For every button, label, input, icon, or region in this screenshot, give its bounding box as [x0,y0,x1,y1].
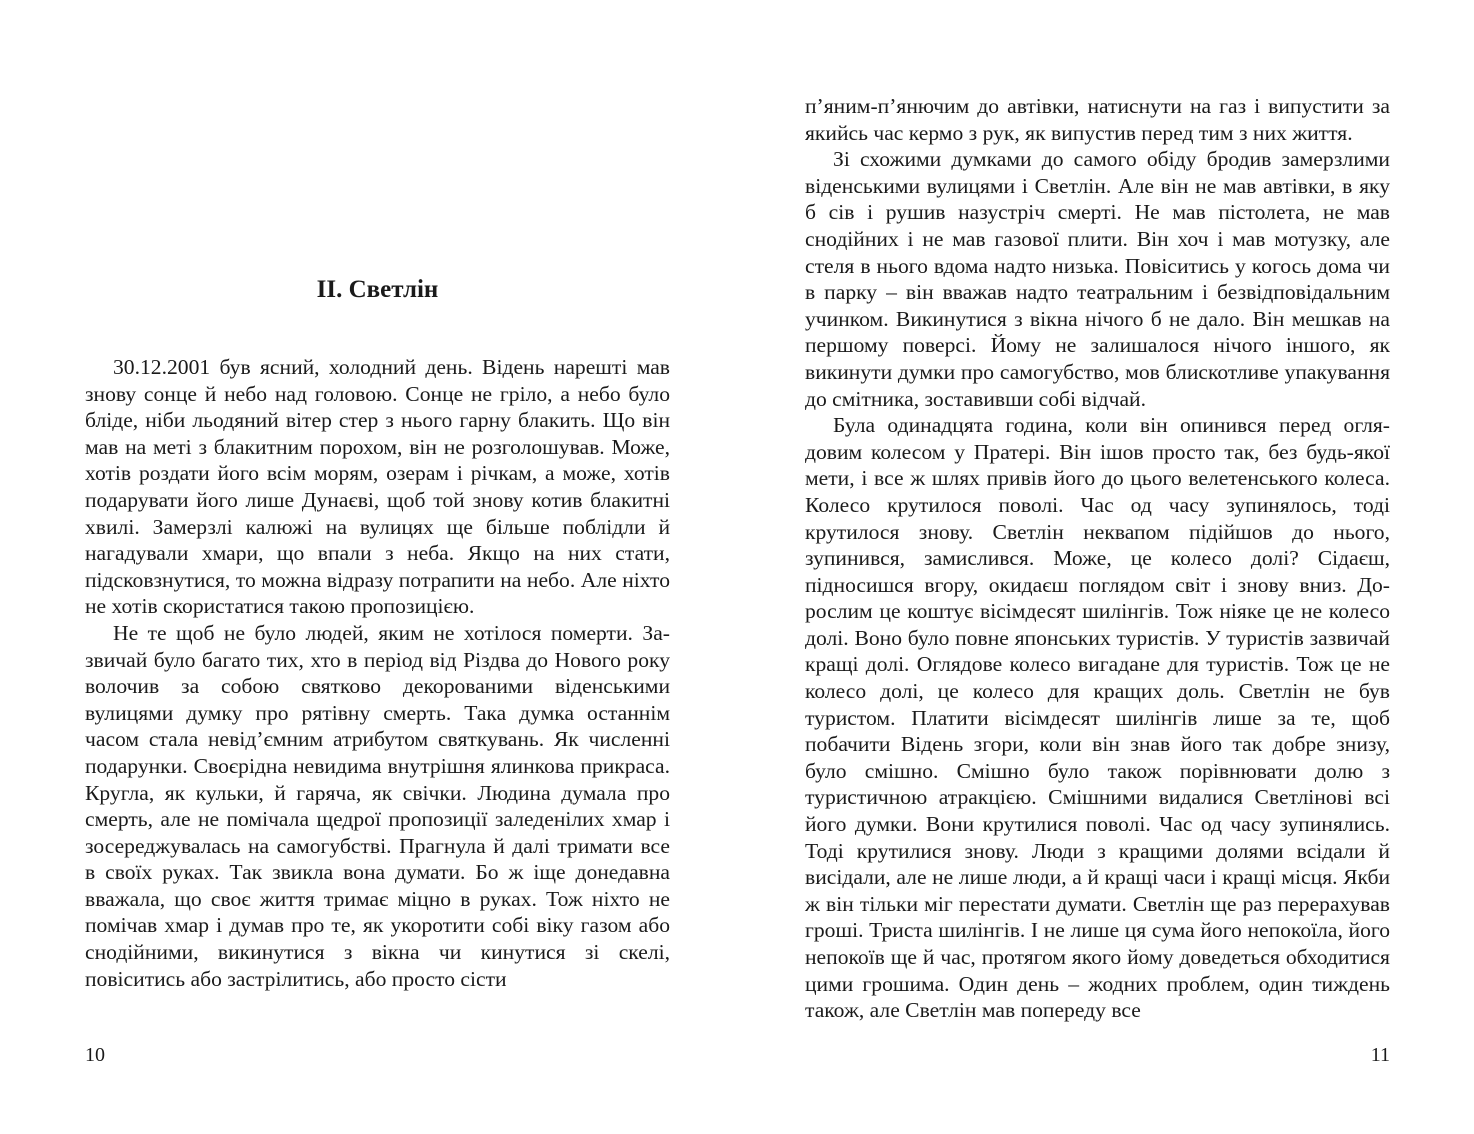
right-page-text [805,93,1390,1024]
page-number-left: 10 [85,1044,105,1066]
paragraph: Була одинадцята година, коли він опинився перед оглядовим колесом у Пратері. Він ішов просто так, без будь-якої мети, і все ж шлях привів його до цього велетенського колеса. Колесо крутилося поволі. Час од часу зупинялось, тоді крутилося знову. Светлін неквапом підійшов до нього, зупинився, замислився. Може, це колесо долі? Сідаєш, підносишся вгору, окидаєш поглядом світ і знову вниз. Дорослим це коштує вісімдесят шилінгів. Тож ніяке це не колесо долі. Воно було повне японських туристів. У туристів зазвичай кращі долі. Оглядове колесо вигадане для туристів. Тож це не колесо долі, це колесо для кращих доль. Светлін не був туристом. Платити вісімдесят шилінгів лише за те, щоб побачити Відень згори, коли він знав його так добре знизу, було смішно. Смішно було також порівнювати долю з туристичною атракцією. Смішними видалися Светлінові всі його думки. Вони крутилися поволі. Час од часу зупинялись. Тоді крутилися знову. Люди з кращими долями всідали й висідали, але не лише люди, а й кращі часи і кращі місця. Якби ж він тільки міг перестати думати. Светлін ще раз перерахував гроші. Триста шилінгів. І не лише ця сума його непокоїла, його непокоїв ще й час, протягом якого йому доведеться обходитися цими грошима. Один день – жодних проблем, один тиждень також, але Светлін мав попереду все [805,413,1390,1023]
paragraph: Не те щоб не було людей, яким не хотілося померти. Зазвичай було багато тих, хто в період від Різдва до Нового року волочив за собою святково декорованими віденськими вулицями думку про рятівну смерть. Така думка останнім часом стала невід’ємним атрибутом святкувань. Як численні подарунки. Своєрідна невидима внутрішня ялинкова прикраса. Кругла, як кульки, й гаряча, як свічки. Людина думала про смерть, але не помічала щедрої пропозиції заледенілих хмар і зосереджувалась на самогубстві. Прагнула й далі тримати все в своїх руках. Так звикла вона думати. Бо ж іще донедавна вважала, що своє життя тримає міцно в руках. Тож ніхто не помічав хмар і думав про те, як укоротити собі віку газом або снодійними, викинутися з вікна чи кинутися зі скелі, повіситись або застрілитись, або просто сісти [85,620,670,991]
paragraph: 30.12.2001 був ясний, холодний день. Відень нарешті мав знову сонце й небо над головою. Сонце не гріло, а небо було бліде, ніби льодяний вітер стер з нього гарну блакить. Що він мав на меті з блакитним порохом, він не розголошував. Може, хотів роздати його всім морям, озерам і річкам, а може, хотів подарувати його лише Дунаєві, щоб той знову котив блакитні хвилі. Замерзлі калюжі на вулицях ще більше поблідли й нагадували хмари, що впали з неба. Якщо на них стати, підсковзнутися, то можна відразу потрапити на небо. Але ніхто не хотів скористатися такою пропозицією. [85,355,670,619]
left-page-text [85,354,670,992]
paragraph: п’яним-п’янючим до автівки, натиснути на газ і випустити за якийсь час кермо з рук, як випустив перед тим з них життя. [805,94,1390,145]
page-number-right: 11 [1370,1044,1390,1066]
chapter-title: ІІ. Светлін [316,276,439,303]
paragraph: Зі схожими думками до самого обіду бродив замерзлими віденськими вулицями і Светлін. Але він не мав автівки, в яку б сів і рушив назустріч смерті. Не мав пістолета, не мав снодійних і не мав газової плити. Він хоч і мав мотузку, але стеля в нього вдома надто низька. Повіситись у когось дома чи в парку – він вважав надто театральним і безвідповідальним учинком. Викинутися з вікна нічого б не дало. Він мешкав на першому поверсі. Йому не залишалося нічого іншого, як викинути думки про самогубство, мов блискотливе упакування до смітника, зоставивши собі відчай. [805,147,1390,411]
